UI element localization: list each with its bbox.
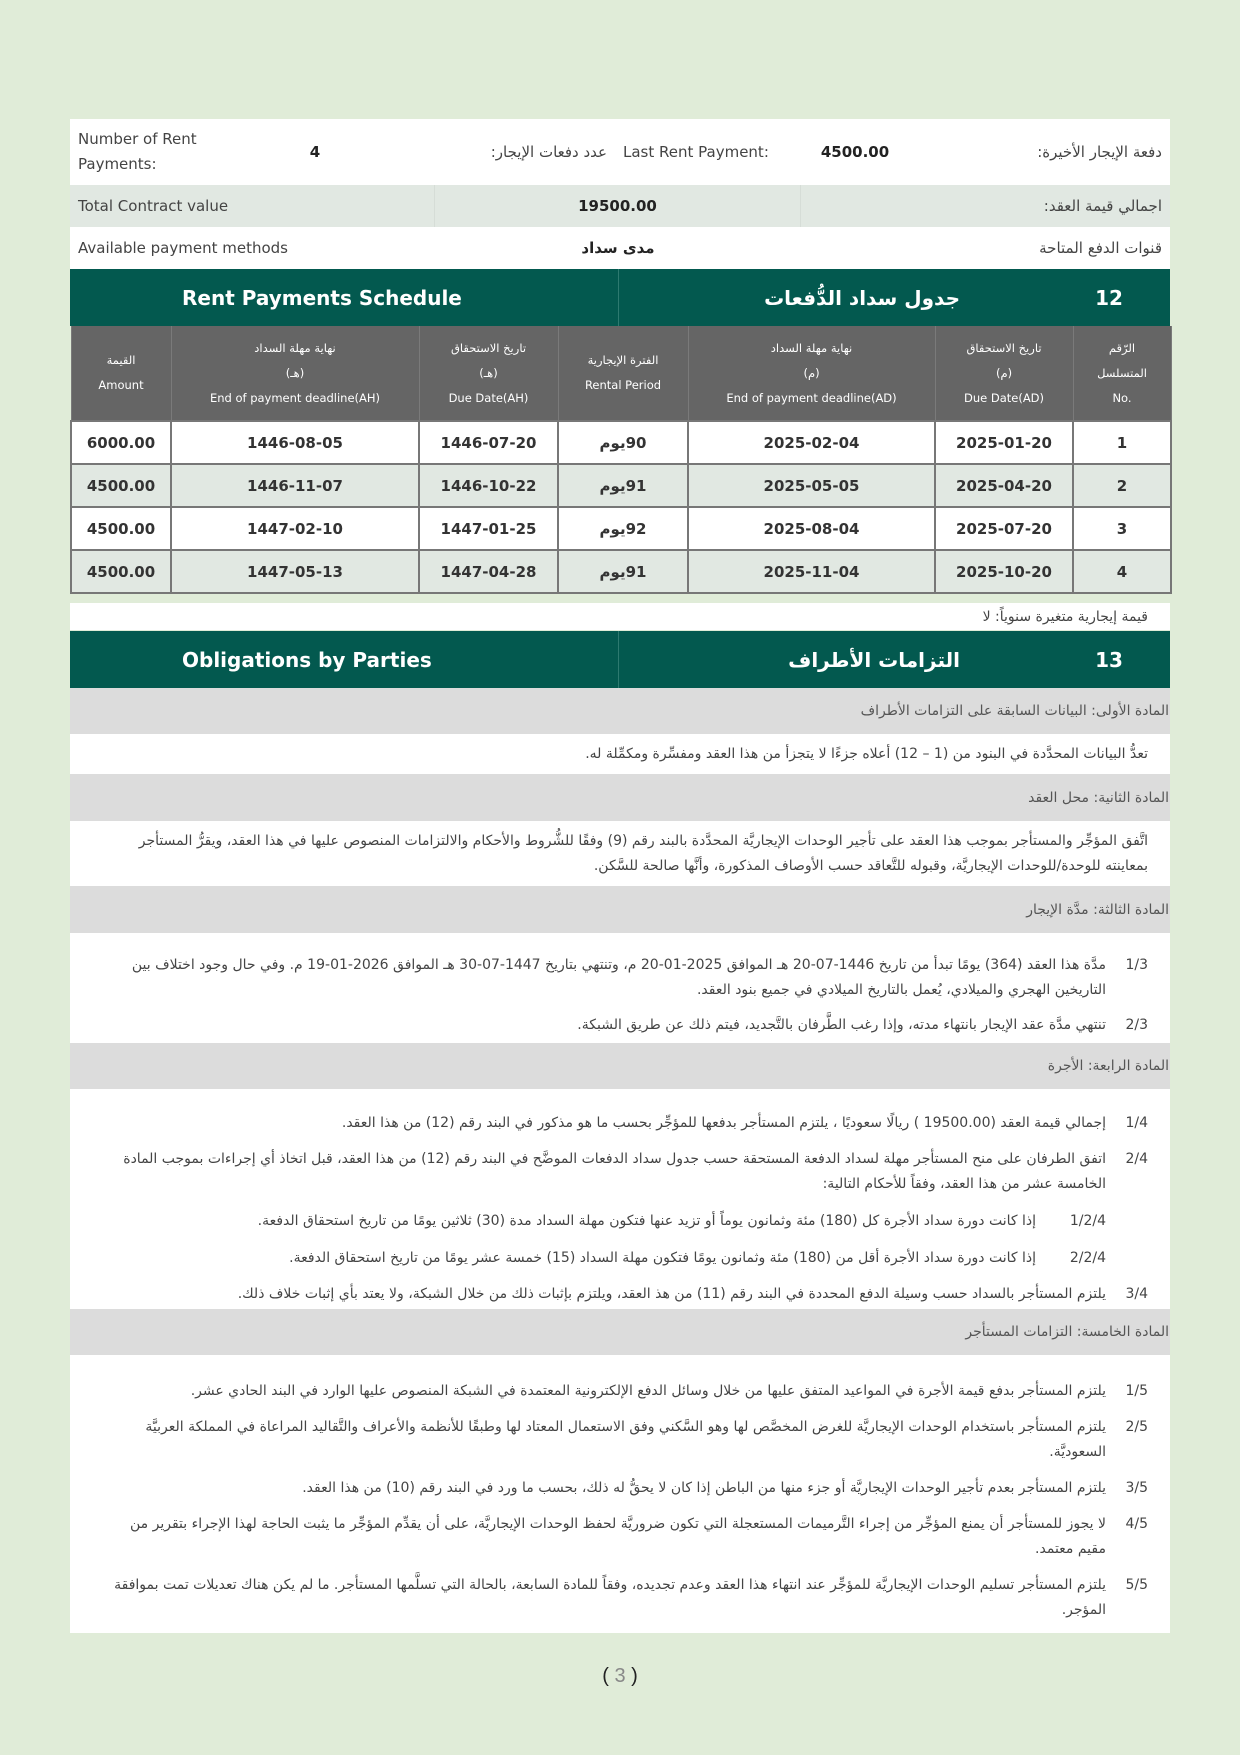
contract-page [70, 119, 1170, 1633]
col-label-en: Amount [98, 378, 144, 392]
clause-1-4 [70, 1111, 1170, 1136]
col-label-en: Due Date(AD) [963, 390, 1045, 405]
clause-number: 2/2/4 [1069, 1250, 1106, 1266]
cell-end-ah: 1446-08-05 [171, 421, 419, 464]
col-due-date-ad [935, 326, 1073, 421]
col-label-en: No. [1112, 390, 1132, 405]
article-4-title: المادة الرابعة: الأجرة [70, 1043, 1170, 1089]
cell-no: 2 [1073, 464, 1171, 507]
clause-2-2-4 [70, 1246, 1170, 1271]
cell-due-ah: 1446-07-20 [419, 421, 558, 464]
page-number: 3 [614, 1665, 626, 1687]
col-end-deadline-ad [688, 326, 935, 421]
methods-label-en: Available payment methods [78, 239, 288, 257]
col-amount [71, 326, 171, 421]
col-rental-period [558, 326, 688, 421]
clause-text: مدَّة هذا العقد (364) يومًا تبدأ من تاريخ 1446-07-20 هـ الموافق 2025-01-20 م، وتنتهي بتاريخ 1447-07-30 هـ الموافق 2026-01-19 م. وفي حال وجود اختلاف بين التاريخين الهجري والميلادي، يُعمل بالتاريخ الميلادي في جميع بنود العقد. [131, 957, 1106, 998]
col-label-en: Due Date(AH) [448, 390, 529, 405]
clause-number: 3/5 [1125, 1480, 1148, 1496]
col-label-mid: المتسلسل [1097, 365, 1147, 380]
cell-end-ad: 2025-02-04 [688, 421, 935, 464]
cell-end-ah: 1447-05-13 [171, 550, 419, 593]
schedule-section-header [70, 269, 1170, 326]
clause-3-5 [70, 1476, 1170, 1501]
clause-number: 2/3 [1125, 1017, 1148, 1033]
article-2-text: اتَّفق المؤجِّر والمستأجر بموجب هذا العقد على تأجير الوحدات الإيجاريَّة المحدَّدة بالبند رقم (9) وفقًا للشُّروط والأحكام والالتزامات المنصوص عليها في هذا العقد، ويقرُّ المستأجر بمعاينته للوحدة/للوحدات الإيجاريَّة، وقبوله للتَّعاقد حسب الأوصاف المذكورة، وأنَّها صالحة للسَّكن. [70, 821, 1170, 886]
article-5-title: المادة الخامسة: التزامات المستأجر [70, 1309, 1170, 1355]
variable-rent-note: قيمة إيجارية متغيرة سنوياً: لا [70, 603, 1170, 630]
cell-amount: 4500.00 [71, 464, 171, 507]
clause-2-5 [70, 1415, 1170, 1465]
clause-text: يلتزم المستأجر بالسداد حسب وسيلة الدفع المحددة في البند رقم (11) من هذ العقد، ويلتزم بإثبات ذلك من خلال الشبكة، ولا يعتد بأي إثبات خلاف ذلك. [237, 1286, 1106, 1302]
col-label-ar: نهاية مهلة السداد [770, 340, 853, 355]
summary-row-total [70, 185, 1170, 227]
article-5-body [70, 1355, 1170, 1633]
cell-amount: 6000.00 [71, 421, 171, 464]
schedule-section-number: 12 [1095, 285, 1123, 310]
schedule-title-en: Rent Payments Schedule [70, 269, 619, 326]
col-label-en: End of payment deadline(AH) [209, 390, 381, 405]
payments-schedule-table [70, 326, 1172, 594]
table-row [71, 421, 1171, 464]
clause-2-3 [70, 1013, 1170, 1038]
col-label-mid: (م) [995, 365, 1013, 380]
last-payment-label-en: Last Rent Payment: [623, 143, 769, 161]
number-of-payments-label-en: Number of Rent Payments: [78, 130, 197, 173]
table-row [71, 507, 1171, 550]
obligations-title-en: Obligations by Parties [70, 631, 619, 688]
article-4-body [70, 1089, 1170, 1309]
cell-no: 1 [1073, 421, 1171, 464]
col-label-ar: الفترة الإيجارية [587, 353, 659, 367]
col-label-en: End of payment deadline(AD) [726, 390, 897, 405]
col-label-en: Rental Period [584, 378, 662, 392]
clause-text: يلتزم المستأجر باستخدام الوحدات الإيجاريَّة للغرض المخصَّص لها وهو السَّكني وفق الاستعمال المعتاد لها وطبقًا للأنظمة والأعراف والتَّقاليد المراعاة في المملكة العربيَّة السعوديَّة. [145, 1419, 1106, 1460]
clause-1-5 [70, 1379, 1170, 1404]
col-serial-no [1073, 326, 1171, 421]
article-3-body [70, 933, 1170, 1043]
cell-period: 90يوم [558, 421, 688, 464]
col-label-ar: الرّقم [1108, 340, 1136, 355]
cell-due-ad: 2025-04-20 [935, 464, 1073, 507]
clause-text: إذا كانت دورة سداد الأجرة أقل من (180) مئة وثمانون يومًا فتكون مهلة السداد (15) خمسة عشر يومًا من تاريخ استحقاق الدفعة. [289, 1250, 1036, 1266]
obligations-section-header [70, 631, 1170, 688]
cell-no: 4 [1073, 550, 1171, 593]
cell-period: 92يوم [558, 507, 688, 550]
clause-text: إجمالي قيمة العقد (19500.00 ) ريالًا سعوديًا ، يلتزم المستأجر بدفعها للمؤجِّر بحسب ما هو مذكور في البند رقم (12) من هذا العقد. [341, 1115, 1106, 1131]
article-2-title: المادة الثانية: محل العقد [70, 774, 1170, 821]
total-value: 19500.00 [435, 185, 801, 227]
clause-text: تنتهي مدَّة عقد الإيجار بانتهاء مدته، وإذا رغب الطَّرفان بالتَّجديد، فيتم ذلك عن طريق الشبكة. [577, 1017, 1106, 1033]
table-row [71, 550, 1171, 593]
col-label-ar: تاريخ الاستحقاق [966, 340, 1042, 355]
total-label-en: Total Contract value [70, 185, 435, 227]
cell-period: 91يوم [558, 464, 688, 507]
total-label-ar: اجمالي قيمة العقد: [1043, 197, 1162, 215]
clause-number: 2/5 [1125, 1419, 1148, 1435]
methods-label-ar: قنوات الدفع المتاحة [1039, 239, 1162, 257]
clause-number: 2/4 [1125, 1151, 1148, 1167]
summary-row-methods [70, 227, 1170, 269]
cell-end-ah: 1447-02-10 [171, 507, 419, 550]
last-payment-label-ar: دفعة الإيجار الأخيرة: [1037, 143, 1162, 161]
clause-number: 5/5 [1125, 1577, 1148, 1593]
clause-number: 1/2/4 [1069, 1213, 1106, 1229]
col-label-ar: القيمة [106, 353, 136, 367]
methods-value: مدى سداد [581, 239, 655, 257]
col-due-date-ah [419, 326, 558, 421]
clause-number: 3/4 [1125, 1286, 1148, 1302]
clause-1-3 [70, 953, 1170, 1003]
number-of-payments-value: 4 [309, 143, 321, 161]
table-row [71, 464, 1171, 507]
article-3-title: المادة الثالثة: مدَّة الإيجار [70, 886, 1170, 933]
cell-due-ah: 1447-04-28 [419, 550, 558, 593]
cell-end-ad: 2025-11-04 [688, 550, 935, 593]
summary-row-payments [70, 119, 1170, 185]
cell-due-ah: 1447-01-25 [419, 507, 558, 550]
clause-text: يلتزم المستأجر تسليم الوحدات الإيجاريَّة للمؤجِّر عند انتهاء هذا العقد وعدم تجديده، وفقاً للمادة السابعة، بالحالة التي تسلَّمها المستأجر. ما لم يكن هناك تعديلات تمت بموافقة المؤجر. [114, 1577, 1106, 1618]
col-label-ar: نهاية مهلة السداد [254, 340, 336, 355]
col-label-mid: (هـ) [285, 365, 305, 380]
cell-due-ad: 2025-10-20 [935, 550, 1073, 593]
col-label-mid: (م) [803, 365, 820, 380]
article-1-title: المادة الأولى: البيانات السابقة على التزامات الأطراف [70, 688, 1170, 734]
table-header-row [71, 326, 1171, 421]
paren-close: ) [631, 1665, 638, 1687]
clause-number: 1/3 [1125, 957, 1148, 973]
clause-text: اتفق الطرفان على منح المستأجر مهلة لسداد الدفعة المستحقة حسب جدول سداد الدفعات الموضَّح في البند رقم (12) من هذا العقد، قبل اتخاذ أي إجراءات بموجب المادة الخامسة عشر من هذا العقد، وفقاً للأحكام التالية: [123, 1151, 1106, 1192]
cell-due-ad: 2025-01-20 [935, 421, 1073, 464]
cell-end-ah: 1446-11-07 [171, 464, 419, 507]
schedule-title-ar: جدول سداد الدُّفعات [764, 285, 960, 310]
clause-1-2-4 [70, 1209, 1170, 1234]
cell-no: 3 [1073, 507, 1171, 550]
clause-number: 1/4 [1125, 1115, 1148, 1131]
cell-end-ad: 2025-08-04 [688, 507, 935, 550]
cell-due-ah: 1446-10-22 [419, 464, 558, 507]
last-payment-value: 4500.00 [820, 143, 890, 161]
clause-5-5 [70, 1573, 1170, 1623]
cell-due-ad: 2025-07-20 [935, 507, 1073, 550]
article-1-text: تعدُّ البيانات المحدَّدة في البنود من (1 – 12) أعلاه جزءًا لا يتجزأ من هذا العقد ومفسِّرة ومكمِّلة له. [70, 734, 1170, 774]
clause-text: يلتزم المستأجر بعدم تأجير الوحدات الإيجاريَّة أو جزء منها من الباطن إذا كان لا يحقُّ له ذلك، بحسب ما ورد في البند رقم (10) من هذا العقد. [302, 1480, 1106, 1496]
number-of-payments-label-ar: عدد دفعات الإيجار: [490, 143, 607, 161]
clause-4-5 [70, 1512, 1170, 1562]
clause-text: يلتزم المستأجر بدفع قيمة الأجرة في المواعيد المتفق عليها من خلال وسائل الدفع الإلكترونية المعتمدة في الشبكة المنصوص عليها الوارد في البند الحادي عشر. [190, 1383, 1106, 1399]
clause-2-4 [70, 1147, 1170, 1197]
cell-end-ad: 2025-05-05 [688, 464, 935, 507]
paren-open: ( [602, 1665, 609, 1687]
cell-amount: 4500.00 [71, 507, 171, 550]
col-label-ar: تاريخ الاستحقاق [450, 340, 527, 355]
cell-period: 91يوم [558, 550, 688, 593]
cell-amount: 4500.00 [71, 550, 171, 593]
clause-text: إذا كانت دورة سداد الأجرة كل (180) مئة وثمانون يوماً أو تزيد عنها فتكون مهلة السداد مدة (30) ثلاثين يومًا من تاريخ استحقاق الدفعة. [257, 1213, 1036, 1229]
clause-number: 4/5 [1125, 1516, 1148, 1532]
clause-number: 1/5 [1125, 1383, 1148, 1399]
clause-3-4 [70, 1282, 1170, 1307]
page-number-footer [0, 1665, 1240, 1688]
obligations-title-ar: التزامات الأطراف [788, 647, 960, 672]
col-end-deadline-ah [171, 326, 419, 421]
obligations-section-number: 13 [1095, 647, 1123, 672]
col-label-mid: (هـ) [479, 365, 498, 380]
clause-text: لا يجوز للمستأجر أن يمنع المؤجِّر من إجراء التَّرميمات المستعجلة التي تكون ضروريَّة لحفظ الوحدات الإيجاريَّة، على أن يقدِّم المؤجِّر ما يثبت الحاجة لهذا الإجراء بتقرير من مقيم معتمد. [130, 1516, 1106, 1557]
